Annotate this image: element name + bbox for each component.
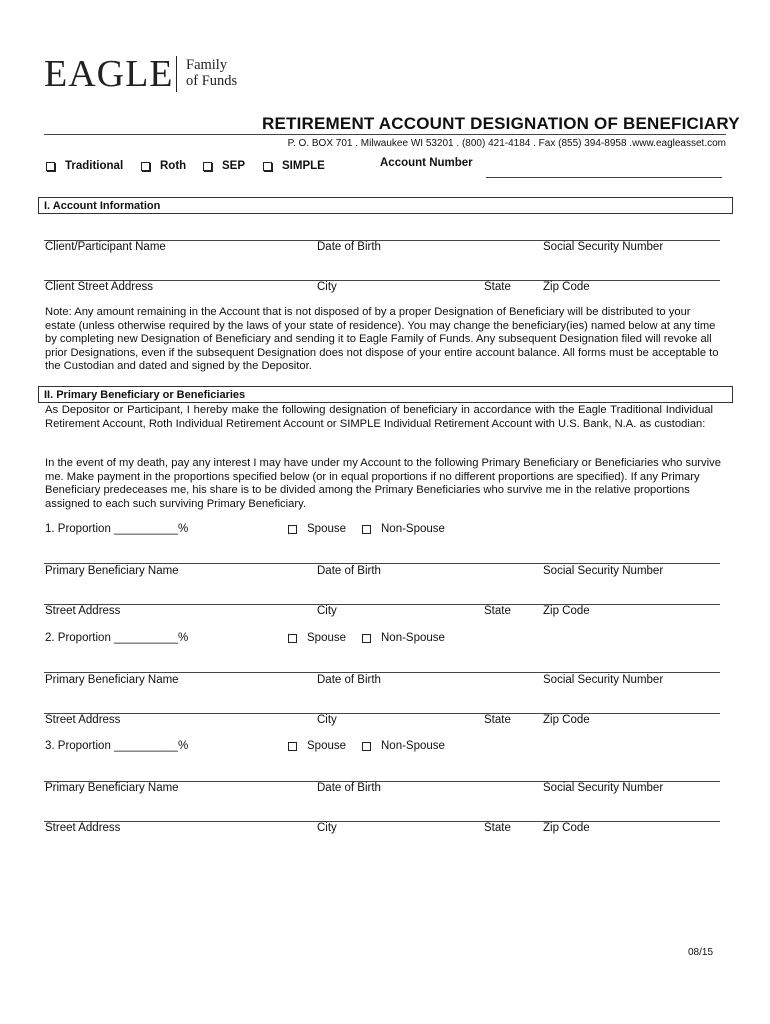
checkbox-icon[interactable] (288, 742, 297, 751)
beneficiary-3-ssn-label: Social Security Number (543, 782, 664, 794)
beneficiary-1-ssn-label: Social Security Number (543, 565, 664, 577)
non-spouse-label: Non-Spouse (381, 632, 445, 644)
logo-divider (176, 56, 177, 92)
account-type-label: Traditional (65, 160, 124, 172)
checkbox-icon[interactable] (362, 525, 371, 534)
beneficiary-1-spouse-option[interactable] (288, 523, 346, 535)
beneficiary-2-proportion[interactable]: 2. Proportion __________% (45, 632, 189, 644)
beneficiary-2-state-label: State (484, 714, 511, 726)
death-paragraph: In the event of my death, pay any interest I may have under my Account to the following Primary Beneficiary or Beneficiaries who survive me. Make payment in the proportions specified below (or in equal proportions if no different proportions are specified). If any Primary Beneficiary predeceases me, his share is to be divided among the Primary Beneficiaries who survive me in the relative proportions assigned to each such surviving Primary Beneficiary. (45, 457, 721, 510)
client-name-label: Client/Participant Name (45, 241, 166, 253)
beneficiary-2-city-label: City (317, 714, 337, 726)
beneficiary-1-dob-label: Date of Birth (317, 565, 381, 577)
beneficiary-1-name-label: Primary Beneficiary Name (45, 565, 179, 577)
section-primary-beneficiary-header: II. Primary Beneficiary or Beneficiaries (38, 386, 733, 403)
client-dob-label: Date of Birth (317, 241, 381, 253)
account-number-label: Account Number (380, 157, 473, 169)
checkbox-icon[interactable] (288, 525, 297, 534)
account-type-label: SEP (222, 160, 246, 172)
logo-line-1: Family (186, 57, 228, 73)
beneficiary-3-street-label: Street Address (45, 822, 121, 834)
account-type-roth[interactable] (141, 160, 186, 172)
spouse-label: Spouse (307, 632, 347, 644)
client-state-label: State (484, 281, 511, 293)
beneficiary-1-proportion[interactable]: 1. Proportion __________% (45, 523, 189, 535)
beneficiary-2-spouse-option[interactable] (288, 632, 346, 644)
eagle-logo-subtitle (186, 57, 237, 89)
beneficiary-3-proportion[interactable]: 3. Proportion __________% (45, 740, 189, 752)
beneficiary-2-name-line[interactable] (44, 672, 720, 673)
checkbox-icon[interactable] (203, 162, 212, 171)
beneficiary-3-dob-label: Date of Birth (317, 782, 381, 794)
beneficiary-1-street-label: Street Address (45, 605, 121, 617)
beneficiary-1-city-label: City (317, 605, 337, 617)
client-zip-label: Zip Code (543, 281, 590, 293)
title-rule (44, 134, 726, 135)
note-paragraph: Note: Any amount remaining in the Account that is not disposed of by a proper Designation of Beneficiary will be distributed to your estate (unless otherwise required by the laws of your state of residence). You may change the beneficiary(ies) named below at any time by completing new Designation of Beneficiary and sending it to Eagle Family of Funds. Any subsequent Designation filed will revoke all prior Designations, even if the subsequent Designation does not dispose of your entire account balance. All forms must be acceptable to the Custodian and dated and signed by the Depositor. (45, 306, 719, 373)
checkbox-icon[interactable] (362, 742, 371, 751)
account-type-label: SIMPLE (282, 160, 325, 172)
beneficiary-3-name-label: Primary Beneficiary Name (45, 782, 179, 794)
beneficiary-1-zip-label: Zip Code (543, 605, 590, 617)
checkbox-icon[interactable] (141, 162, 150, 171)
beneficiary-3-zip-label: Zip Code (543, 822, 590, 834)
checkbox-icon[interactable] (263, 162, 272, 171)
account-number-field[interactable] (486, 177, 722, 178)
form-revision-code: 08/15 (688, 947, 714, 958)
beneficiary-1-address-line[interactable] (44, 604, 720, 605)
client-ssn-label: Social Security Number (543, 241, 664, 253)
client-address-label: Client Street Address (45, 281, 154, 293)
designation-paragraph: As Depositor or Participant, I hereby make the following designation of beneficiary in accordance with the Eagle Traditional Individual Retirement Account, Roth Individual Retirement Account or SIMPLE Individual Retirement Account with U.S. Bank, N.A. as custodian: (45, 404, 713, 430)
beneficiary-3-address-line[interactable] (44, 821, 720, 822)
section-account-information-header: I. Account Information (38, 197, 733, 214)
beneficiary-1-name-line[interactable] (44, 563, 720, 564)
spouse-label: Spouse (307, 523, 347, 535)
account-type-sep[interactable] (203, 160, 245, 172)
beneficiary-2-address-line[interactable] (44, 713, 720, 714)
beneficiary-2-non-spouse-option[interactable] (362, 632, 445, 644)
beneficiary-3-non-spouse-option[interactable] (362, 740, 445, 752)
spouse-label: Spouse (307, 740, 347, 752)
beneficiary-2-zip-label: Zip Code (543, 714, 590, 726)
checkbox-icon[interactable] (362, 634, 371, 643)
beneficiary-3-spouse-option[interactable] (288, 740, 346, 752)
beneficiary-2-dob-label: Date of Birth (317, 674, 381, 686)
checkbox-icon[interactable] (46, 162, 55, 171)
contact-address: P. O. BOX 701 . Milwaukee WI 53201 . (800) 421-4184 . Fax (855) 394-8958 .www.eagleasset.com (287, 138, 726, 149)
account-type-traditional[interactable] (46, 160, 123, 172)
beneficiary-1-state-label: State (484, 605, 511, 617)
logo-line-2: of Funds (186, 73, 238, 89)
beneficiary-2-name-label: Primary Beneficiary Name (45, 674, 179, 686)
beneficiary-1-non-spouse-option[interactable] (362, 523, 445, 535)
eagle-logo-wordmark: EAGLE (44, 53, 174, 95)
client-city-label: City (317, 281, 337, 293)
form-title: RETIREMENT ACCOUNT DESIGNATION OF BENEFICIARY (262, 114, 740, 133)
account-type-simple[interactable] (263, 160, 325, 172)
checkbox-icon[interactable] (288, 634, 297, 643)
beneficiary-3-city-label: City (317, 822, 337, 834)
beneficiary-3-state-label: State (484, 822, 511, 834)
non-spouse-label: Non-Spouse (381, 740, 445, 752)
non-spouse-label: Non-Spouse (381, 523, 445, 535)
beneficiary-2-ssn-label: Social Security Number (543, 674, 664, 686)
account-type-label: Roth (160, 160, 187, 172)
beneficiary-2-street-label: Street Address (45, 714, 121, 726)
